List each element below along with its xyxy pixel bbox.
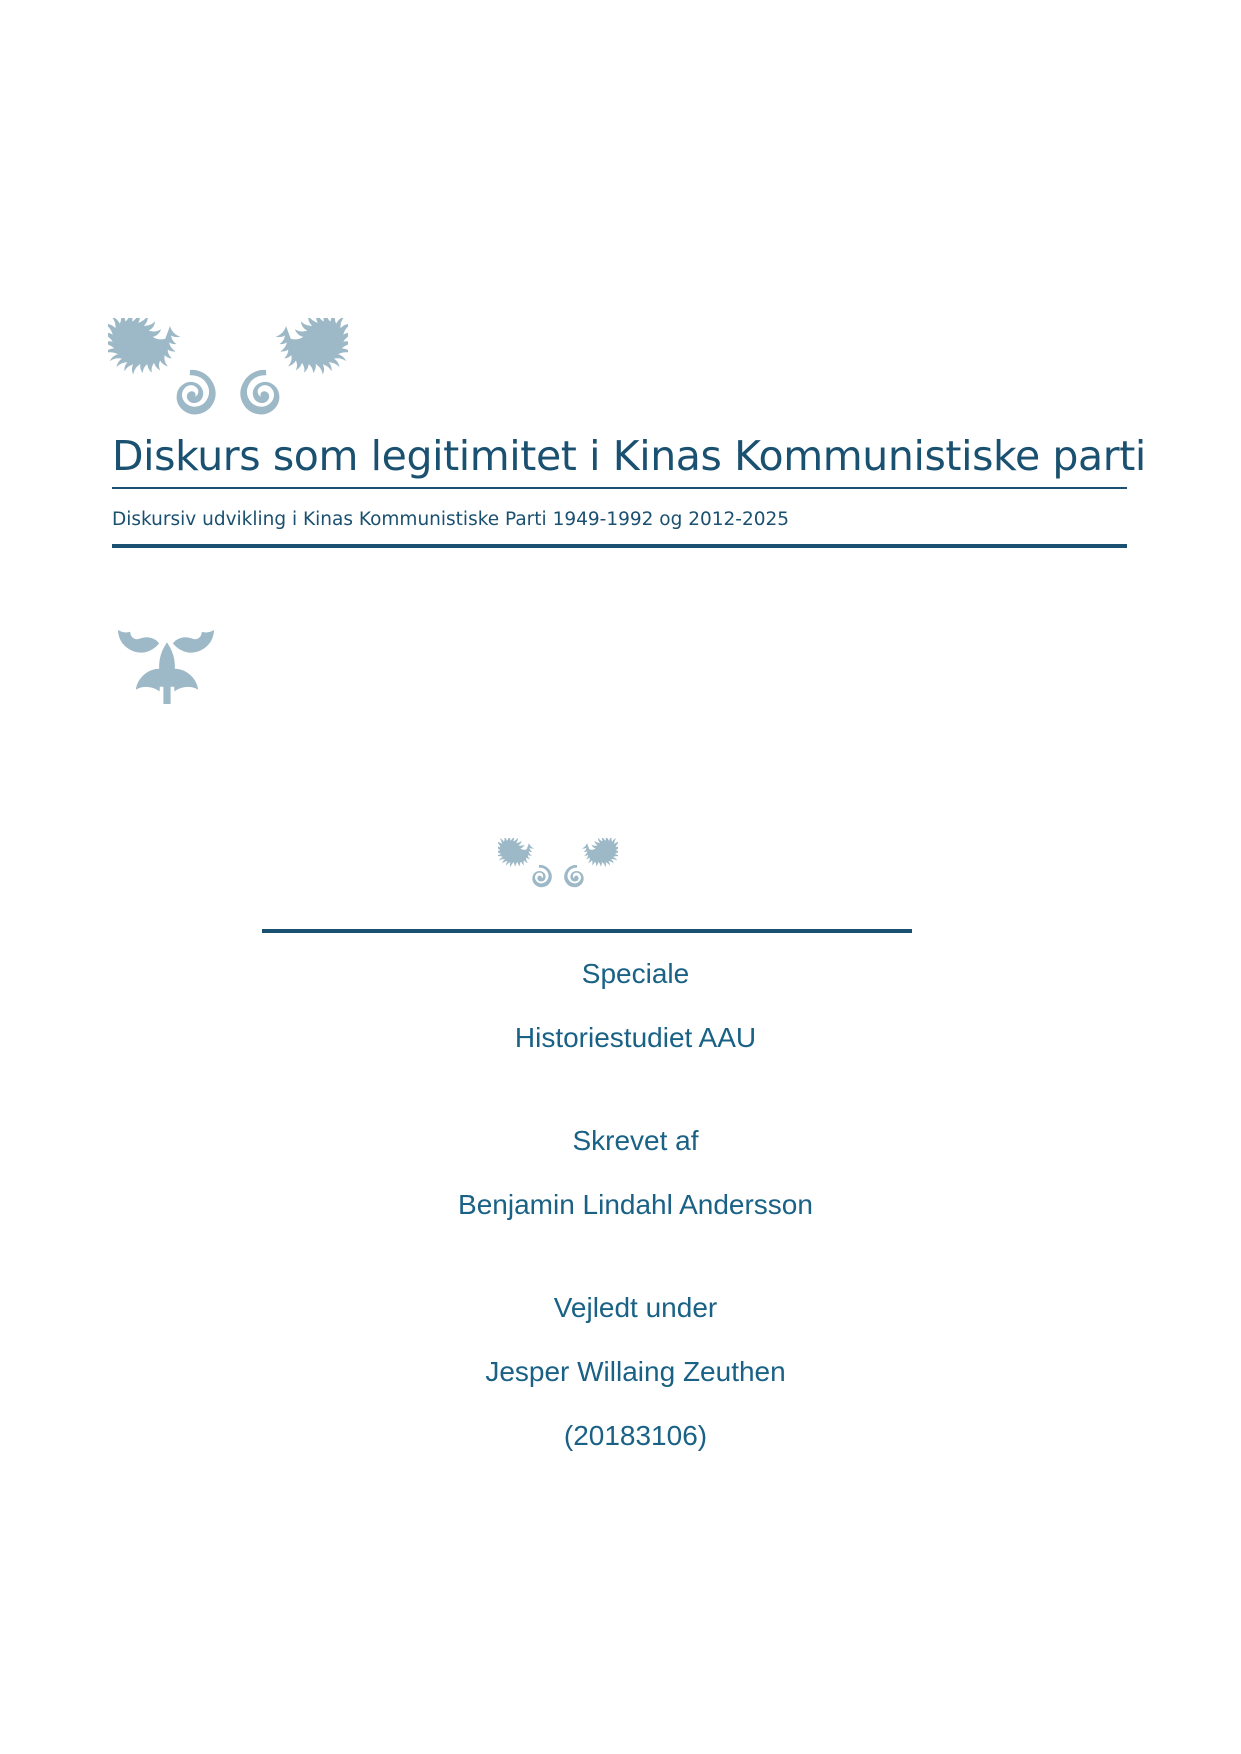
bird-fleur-ornament (112, 622, 220, 704)
spacer (30, 988, 1241, 1024)
author-heading: Skrevet af (572, 1125, 699, 1156)
spacer (30, 1219, 1241, 1294)
spacer (30, 1155, 1241, 1191)
spacer (30, 1052, 1241, 1127)
document-type-label: Speciale (581, 958, 690, 989)
spacer (30, 1386, 1241, 1422)
flourish-pair-ornament (108, 318, 348, 446)
title-block (112, 432, 1146, 548)
page-subtitle: Diskursiv udvikling i Kinas Kommunistiske Parti 1949-1992 og 2012-2025 (112, 509, 790, 531)
supervisor-name: Jesper Willaing Zeuthen (485, 1356, 786, 1387)
spacer (30, 1322, 1241, 1358)
subtitle-divider (112, 544, 1127, 548)
flourish-pair-ornament-small (498, 838, 618, 904)
student-number: (20183106) (563, 1420, 708, 1451)
author-name: Benjamin Lindahl Andersson (458, 1189, 813, 1220)
details-block (0, 960, 1241, 1450)
program-label: Historiestudiet AAU (514, 1022, 757, 1053)
center-divider (262, 929, 912, 933)
supervisor-heading: Vejledt under (553, 1292, 718, 1323)
page-title: Diskurs som legitimitet i Kinas Kommunistiske parti (112, 432, 1146, 480)
